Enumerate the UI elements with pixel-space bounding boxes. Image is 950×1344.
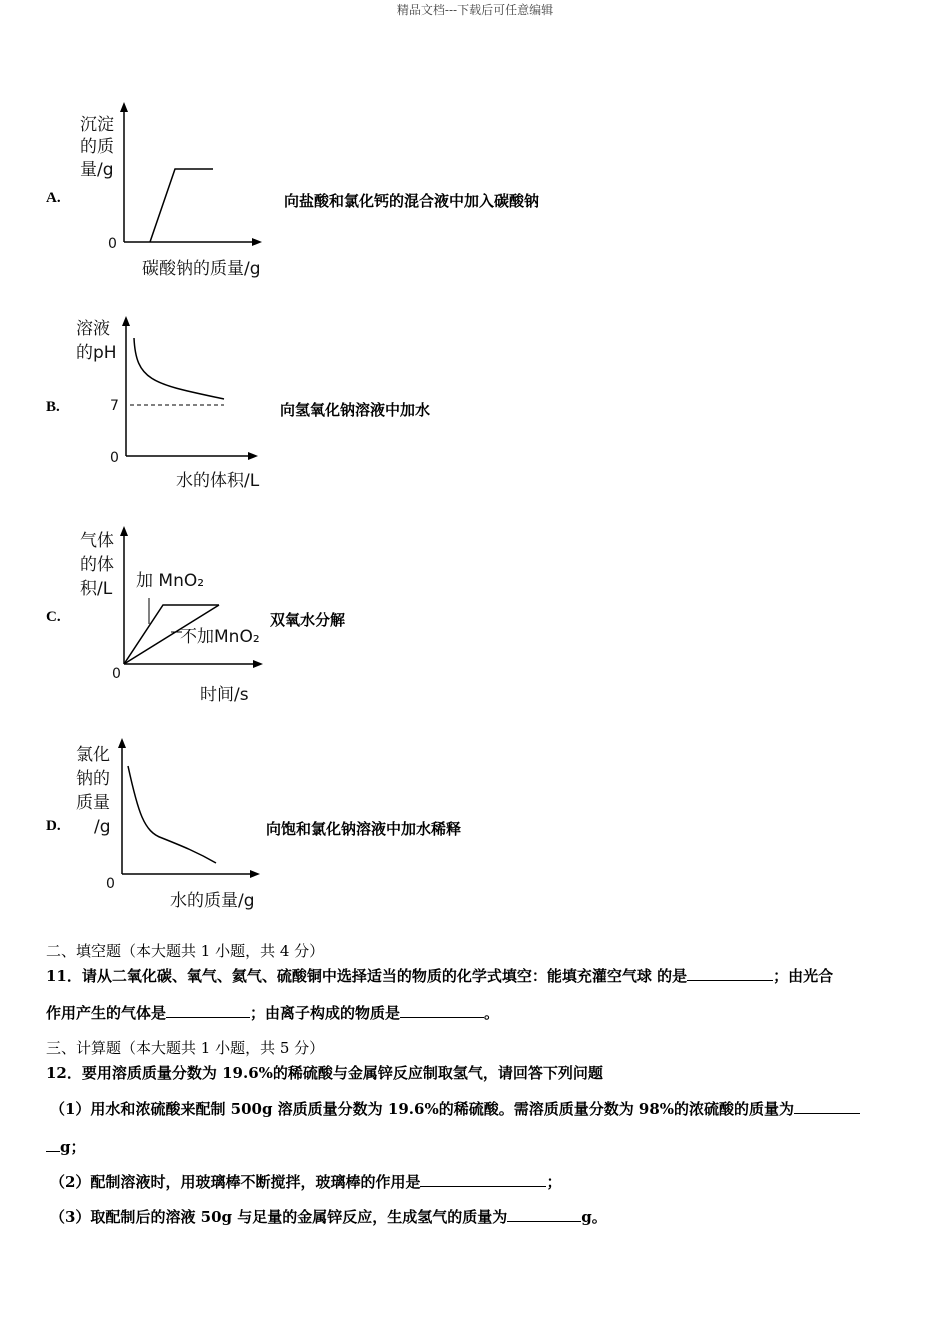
chart-c-ylabel-2: 的体 <box>80 555 114 575</box>
option-b-label: B. <box>46 399 60 415</box>
section-3-title: 三、计算题（本大题共 1 小题，共 5 分） <box>46 1039 325 1057</box>
q11-text-3: 作用产生的气体是 <box>46 1004 167 1022</box>
chart-c-xlabel: 时间/s <box>200 685 249 705</box>
q12-part2-end: ； <box>546 1173 562 1191</box>
q11-text-1: 11．请从二氧化碳、氧气、氦气、硫酸铜中选择适当的物质的化学式填空：能填充灌空气球 的是 <box>46 967 688 985</box>
option-a-desc: 向盐酸和氯化钙的混合液中加入碳酸钠 <box>284 192 540 210</box>
chart-b-xlabel: 水的体积/L <box>176 471 260 491</box>
chart-a-x-arrow <box>252 238 262 246</box>
chart-d-ylabel-3: 质量 <box>76 793 110 813</box>
chart-a <box>78 100 288 280</box>
chart-c-ylabel-1: 气体 <box>80 531 114 551</box>
chart-b <box>74 312 284 492</box>
section-2-title: 二、填空题（本大题共 1 小题，共 4 分） <box>46 942 325 960</box>
q11-line2 <box>46 1003 499 1023</box>
chart-d <box>72 732 282 922</box>
q12-blank-1b[interactable] <box>46 1137 60 1152</box>
chart-a-curve <box>150 169 213 242</box>
q12-part3-unit: g。 <box>581 1208 607 1226</box>
chart-a-ylabel-2: 的质 <box>80 137 114 157</box>
q11-text-5: 。 <box>484 1004 500 1022</box>
chart-b-curve <box>134 338 224 399</box>
chart-d-ylabel-4: /g <box>94 817 111 837</box>
q12-blank-2[interactable] <box>420 1172 546 1187</box>
chart-c <box>74 522 284 712</box>
option-a-label: A. <box>46 190 61 206</box>
chart-b-y-arrow <box>122 316 130 326</box>
q12-part1-cont <box>46 1137 86 1157</box>
chart-b-ylabel-1: 溶液 <box>76 319 110 339</box>
chart-d-curve <box>128 766 216 863</box>
chart-d-ylabel-2: 钠的 <box>76 769 110 789</box>
q11-blank-3[interactable] <box>400 1003 484 1018</box>
q11-text-4: ；由离子构成的物质是 <box>250 1004 401 1022</box>
chart-d-x-arrow <box>250 870 260 878</box>
q12-part1-unit: g； <box>60 1138 86 1156</box>
chart-c-x-arrow <box>253 660 263 668</box>
chart-a-origin: 0 <box>108 236 117 252</box>
q11-text-2: ；由光合 <box>773 967 834 985</box>
q11-blank-2[interactable] <box>166 1003 250 1018</box>
chart-a-ylabel-1: 沉淀 <box>80 115 114 135</box>
q12-blank-1a[interactable] <box>794 1099 860 1114</box>
chart-b-origin: 0 <box>110 450 119 466</box>
q12-part1 <box>50 1099 860 1119</box>
chart-c-y-arrow <box>120 526 128 536</box>
q12-part3 <box>50 1207 607 1227</box>
page-header: 精品文档---下载后可任意编辑 <box>396 3 554 17</box>
chart-d-y-arrow <box>118 738 126 748</box>
chart-c-label-with-mno2: 加 MnO₂ <box>136 571 205 591</box>
option-b-desc: 向氢氧化钠溶液中加水 <box>280 401 431 419</box>
chart-a-y-arrow <box>120 102 128 112</box>
chart-d-ylabel-1: 氯化 <box>76 745 110 765</box>
q12-part2 <box>50 1172 561 1192</box>
q11-line1 <box>46 966 833 986</box>
option-c-label: C. <box>46 609 61 625</box>
chart-a-ylabel-3: 量/g <box>80 160 114 180</box>
chart-d-origin: 0 <box>106 876 115 892</box>
chart-d-xlabel: 水的质量/g <box>170 891 255 911</box>
option-d-label: D. <box>46 818 61 834</box>
chart-a-xlabel: 碳酸钠的质量/g <box>142 259 261 279</box>
q12-part2-text: （2）配制溶液时，用玻璃棒不断搅拌，玻璃棒的作用是 <box>50 1173 421 1191</box>
chart-c-origin: 0 <box>112 666 121 682</box>
chart-b-x-arrow <box>248 452 258 460</box>
q12-stem: 12．要用溶质质量分数为 19.6%的稀硫酸与金属锌反应制取氢气，请回答下列问题 <box>46 1064 603 1082</box>
chart-c-label-without-mno2: 不加MnO₂ <box>180 627 260 647</box>
chart-b-tick-7: 7 <box>110 398 119 414</box>
chart-b-ylabel-2: 的pH <box>76 343 117 363</box>
q12-part1-text: （1）用水和浓硫酸来配制 500g 溶质质量分数为 19.6%的稀硫酸。需溶质质量分数为 98%的浓硫酸的质量为 <box>50 1100 795 1118</box>
q12-part3-text: （3）取配制后的溶液 50g 与足量的金属锌反应，生成氢气的质量为 <box>50 1208 508 1226</box>
option-d-desc: 向饱和氯化钠溶液中加水稀释 <box>266 820 462 838</box>
q12-blank-3[interactable] <box>507 1207 581 1222</box>
q11-blank-1[interactable] <box>687 966 773 981</box>
option-c-desc: 双氧水分解 <box>270 611 346 629</box>
chart-c-ylabel-3: 积/L <box>80 579 113 599</box>
